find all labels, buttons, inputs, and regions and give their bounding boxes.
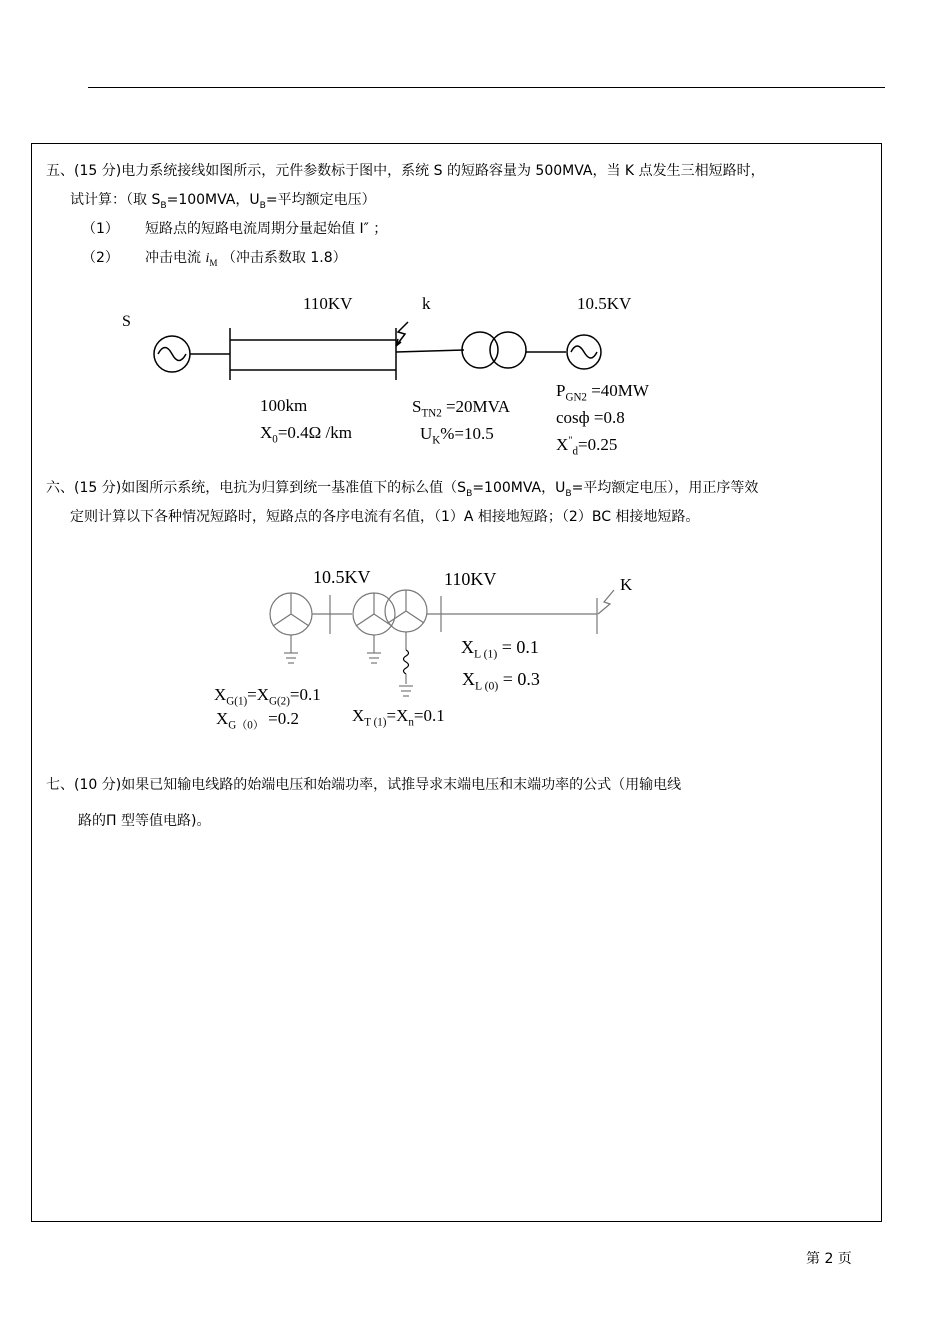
- q7-line2: 路的Π 型等值电路)。: [78, 813, 211, 829]
- generator-pf-label: cosф =0.8: [556, 408, 625, 427]
- generator-zero-reactance: $X_{G(0)} =0.2$: [216, 709, 299, 732]
- q6-line1: 六、(15 分)如图所示系统，电抗为归算到统一基准值下的标么值（$S_B=100MVA$，$U_B=$平均额定电压），用正序等效: [46, 480, 759, 499]
- line-positive-reactance: $X_{L (1)} = 0.1$: [461, 637, 539, 661]
- fault-K-label: K: [620, 575, 633, 594]
- q5-item2-text: 冲击电流 $i_M$ （冲击系数取 1.8）: [145, 250, 347, 268]
- q7-line1: 七、(10 分)如果已知输电线路的始端电压和始端功率，试推导求末端电压和末端功率的公式（用输电线: [46, 777, 682, 793]
- voltage-10kv-label: 10.5KV: [577, 294, 632, 313]
- transformer-rating-label: $S_{TN2} =20MVA$: [412, 397, 511, 420]
- line-zero-reactance: $X_{L (0)} = 0.3$: [462, 669, 540, 693]
- q5-item1-text: 短路点的短路电流周期分量起始值 I″ ；: [145, 221, 388, 237]
- voltage-10kv-label-2: 10.5KV: [313, 567, 371, 587]
- transformer-uk-label: $U_K\%=10.5$: [420, 424, 494, 447]
- page-number: 第 2 页: [806, 1251, 852, 1267]
- transformer-reactance: $X_{T (1)}=X_n=0.1$: [352, 706, 445, 729]
- q5-item2-number: （2）: [82, 250, 119, 266]
- q5-line2: 试计算：（取 $S_B=100MVA$，$U_B=$平均额定电压）: [70, 192, 376, 211]
- fault-k-label: k: [422, 294, 431, 313]
- line-reactance-label: $X_0=0.4\Omega$ /km: [260, 423, 352, 446]
- generator-power-label: $P_{GN2} =40MW$: [556, 381, 649, 404]
- q5-line1: 五、(15 分)电力系统接线如图所示，元件参数标于图中，系统 S 的短路容量为 500MVA，当 K 点发生三相短路时，: [46, 163, 765, 179]
- source-label: S: [122, 313, 131, 330]
- voltage-110kv-label-2: 110KV: [444, 569, 497, 589]
- q5-item1-number: （1）: [82, 221, 119, 237]
- neutral-reactor-icon: [404, 650, 409, 674]
- q6-line2: 定则计算以下各种情况短路时，短路点的各序电流有名值，（1）A 相接地短路；（2）BC 相接地短路。: [70, 509, 700, 525]
- line-length-label: 100km: [260, 396, 308, 415]
- voltage-110kv-label: 110KV: [303, 294, 353, 313]
- generator-reactance-label: $X^"_d=0.25$: [556, 435, 618, 458]
- generator-seq-reactance: $X_{G(1)}=X_{G(2)}=0.1$: [214, 685, 321, 708]
- fault-bolt-k-icon: [598, 590, 614, 614]
